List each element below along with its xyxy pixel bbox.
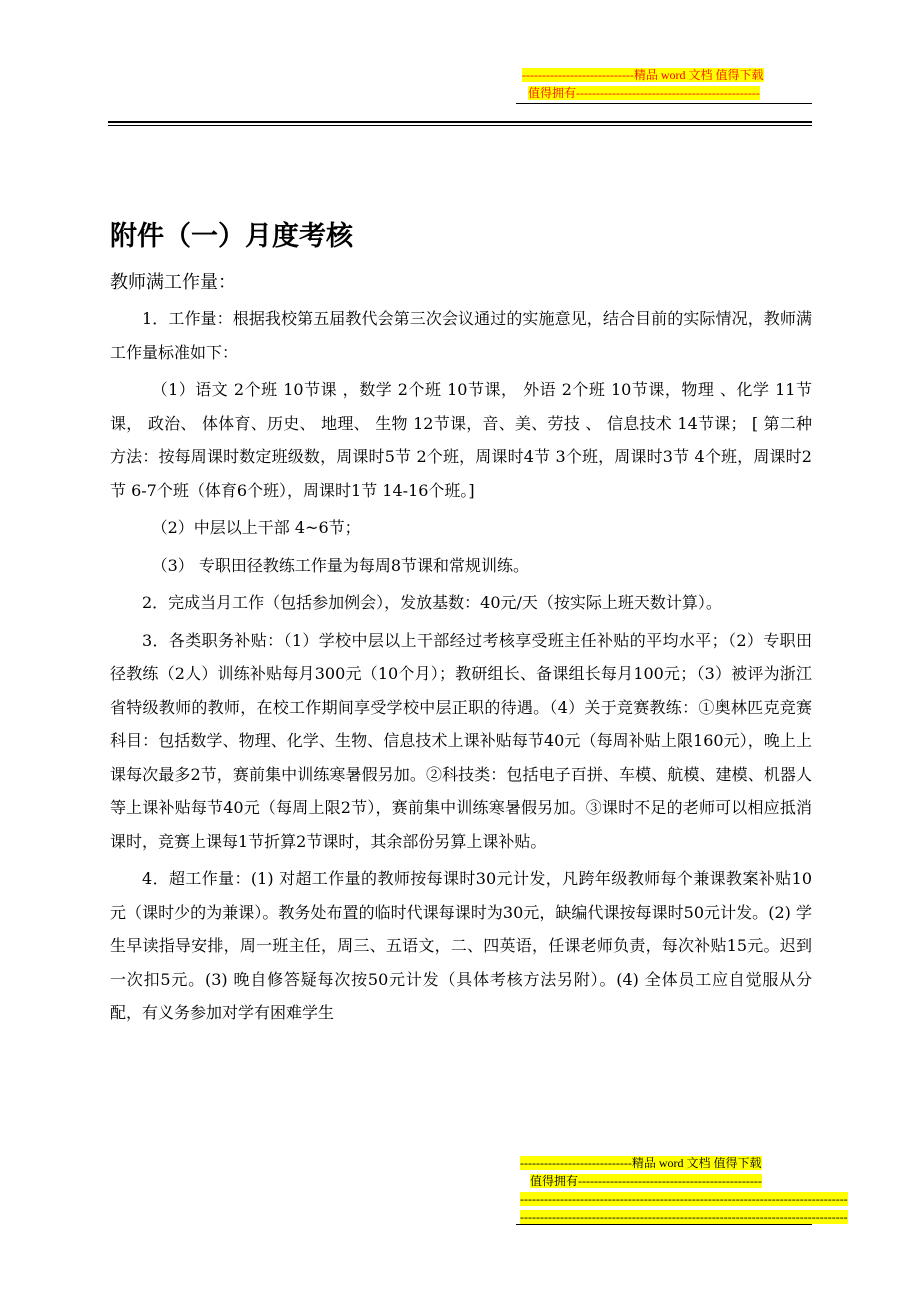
footer-line-4: ----------------------------------------------------------------------------------: [520, 1210, 848, 1224]
header-divider-thick: [108, 121, 812, 123]
document-body: [110, 302, 812, 1030]
page-title: 附件（一）月度考核: [110, 221, 353, 252]
header-line-1: ----------------------------精品 word 文档 值得下载: [522, 68, 764, 82]
paragraph-overtime: 4．超工作量：(1) 对超工作量的教师按每课时30元计发，凡跨年级教师每个兼课教案补贴10元（课时少的为兼课）。教务处布置的临时代课每课时为30元，缺编代课按每课时50元计发。(2) 学生早读指导安排，周一班主任，周三、五语文，二、四英语，任课老师负责，每次补贴15元。迟到一次扣5元。(3) 晚自修答疑每次按50元计发（具体考核方法另附）。(4) 全体员工应自觉服从分配，有义务参加对学有困难学生: [110, 869, 812, 1022]
footer-line-2: 值得拥有----------------------------------------------: [530, 1174, 762, 1188]
footer-rule: [516, 1224, 812, 1225]
paragraph-middle-cadre: （2）中层以上干部 4~6节；: [151, 518, 361, 537]
paragraph-workload: 1．工作量：根据我校第五届教代会第三次会议通过的实施意见，结合目前的实际情况，教师满工作量标准如下：: [110, 309, 812, 362]
section-subheading: 教师满工作量：: [110, 272, 236, 293]
paragraph-position-allowance: 3．各类职务补贴：（1）学校中层以上干部经过考核享受班主任补贴的平均水平；（2）专职田径教练（2人）训练补贴每月300元（10个月）；教研组长、备课组长每月100元；（3）被评为浙江省特级教师的教师，在校工作期间享受学校中层正职的待遇。（4）关于竞赛教练：①奥林匹克竞赛科目：包括数学、物理、化学、生物、信息技术上课补贴每节40元（每周补贴上限160元），晚上上课每次最多2节，赛前集中训练寒暑假另加。②科技类：包括电子百拼、车模、航模、建模、机器人等上课补贴每节40元（每周上限2节），赛前集中训练寒暑假另加。③课时不足的老师可以相应抵消课时，竞赛上课每1节折算2节课时，其余部份另算上课补贴。: [110, 630, 812, 851]
paragraph-track-coach: （3） 专职田径教练工作量为每周8节课和常规训练。: [151, 555, 530, 575]
paragraph-workload-standard: （1）语文 2个班 10节课 ，数学 2个班 10节课， 外语 2个班 10节课，物理 、化学 11节课， 政治、 体体育、历史、 地理、 生物 12节课，音、美、劳技 、 信息技术 14节课； [ 第二种方法：按每周课时数定班级数，周课时5节 2个班，周课时4节 3个班，周课时3节 4个班，周课时2节 6-7个班（体育6个班），周课时1节 14-16个班。]: [110, 380, 812, 500]
footer-watermark: [520, 1154, 848, 1226]
header-short-rule: [516, 103, 812, 104]
header-divider-thin: [108, 125, 812, 126]
footer-line-3: ----------------------------------------------------------------------------------: [520, 1192, 848, 1206]
header-watermark: [522, 66, 764, 102]
footer-line-1: ----------------------------精品 word 文档 值得下载: [520, 1156, 762, 1170]
header-line-2: 值得拥有----------------------------------------------: [528, 86, 760, 100]
paragraph-monthly-base: 2．完成当月工作（包括参加例会），发放基数：40元/天（按实际上班天数计算）。: [142, 593, 722, 612]
